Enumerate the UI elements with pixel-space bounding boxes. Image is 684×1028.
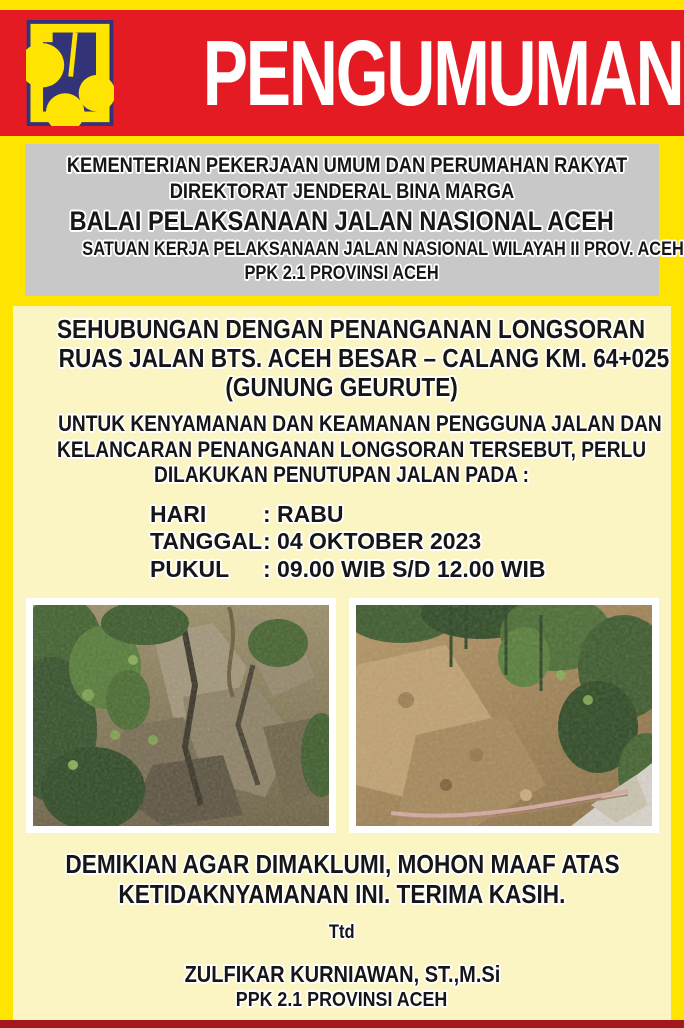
agency-line-satker: SATUAN KERJA PELAKSANAAN JALAN NASIONAL WILAYAH II PROV. ACEH bbox=[82, 238, 684, 261]
subject-line: (GUNUNG GEURUTE) bbox=[225, 372, 459, 403]
notice-closing bbox=[13, 850, 671, 909]
signature-ttd: Ttd bbox=[329, 922, 355, 944]
agency-line-ppk: PPK 2.1 PROVINSI ACEH bbox=[244, 262, 440, 285]
landslide-rock-slope-photo bbox=[26, 598, 336, 833]
schedule-row-day bbox=[150, 501, 671, 529]
signature-role: PPK 2.1 PROVINSI ACEH bbox=[236, 988, 448, 1012]
pu-ministry-logo-icon bbox=[26, 20, 114, 126]
body-line: KELANCARAN PENANGANAN LONGSORAN TERSEBUT, PERLU bbox=[57, 436, 647, 462]
schedule-value: : RABU bbox=[263, 500, 344, 527]
header-band bbox=[0, 10, 684, 136]
schedule-value: : 09.00 WIB S/D 12.00 WIB bbox=[263, 555, 546, 582]
closing-line: DEMIKIAN AGAR DIMAKLUMI, MOHON MAAF ATAS bbox=[64, 849, 620, 880]
schedule-row-time bbox=[150, 556, 671, 584]
schedule-row-date bbox=[150, 528, 671, 556]
page-title: PENGUMUMAN bbox=[202, 20, 683, 125]
photo-row bbox=[13, 598, 671, 833]
closure-schedule bbox=[150, 501, 671, 584]
notice-content bbox=[13, 306, 671, 1022]
schedule-value: : 04 OKTOBER 2023 bbox=[263, 528, 482, 555]
agency-line-balai: BALAI PELAKSANAAN JALAN NASIONAL ACEH bbox=[69, 205, 615, 236]
schedule-label: PUKUL bbox=[150, 555, 230, 582]
body-line: UNTUK KENYAMANAN DAN KEAMANAN PENGGUNA JALAN DAN bbox=[58, 411, 662, 437]
notice-body bbox=[13, 411, 671, 488]
agency-line-ministry: KEMENTERIAN PEKERJAAN UMUM DAN PERUMAHAN RAKYAT bbox=[66, 154, 628, 177]
bottom-red-bar bbox=[0, 1020, 684, 1028]
closing-line: KETIDAKNYAMANAN INI. TERIMA KASIH. bbox=[118, 878, 566, 909]
schedule-label: HARI bbox=[150, 500, 207, 527]
agency-line-directorate: DIREKTORAT JENDERAL BINA MARGA bbox=[169, 179, 515, 203]
agency-band bbox=[25, 144, 684, 296]
subject-line: RUAS JALAN BTS. ACEH BESAR – CALANG KM. 64+025 bbox=[58, 343, 670, 374]
landslide-soil-slope-photo bbox=[349, 598, 659, 833]
subject-line: SEHUBUNGAN DENGAN PENANGANAN LONGSORAN bbox=[56, 314, 646, 345]
body-line: DILAKUKAN PENUTUPAN JALAN PADA : bbox=[154, 462, 530, 488]
signature-name: ZULFIKAR KURNIAWAN, ST.,M.Si bbox=[184, 961, 500, 988]
schedule-label: TANGGAL bbox=[150, 528, 263, 555]
notice-subject bbox=[13, 315, 671, 402]
